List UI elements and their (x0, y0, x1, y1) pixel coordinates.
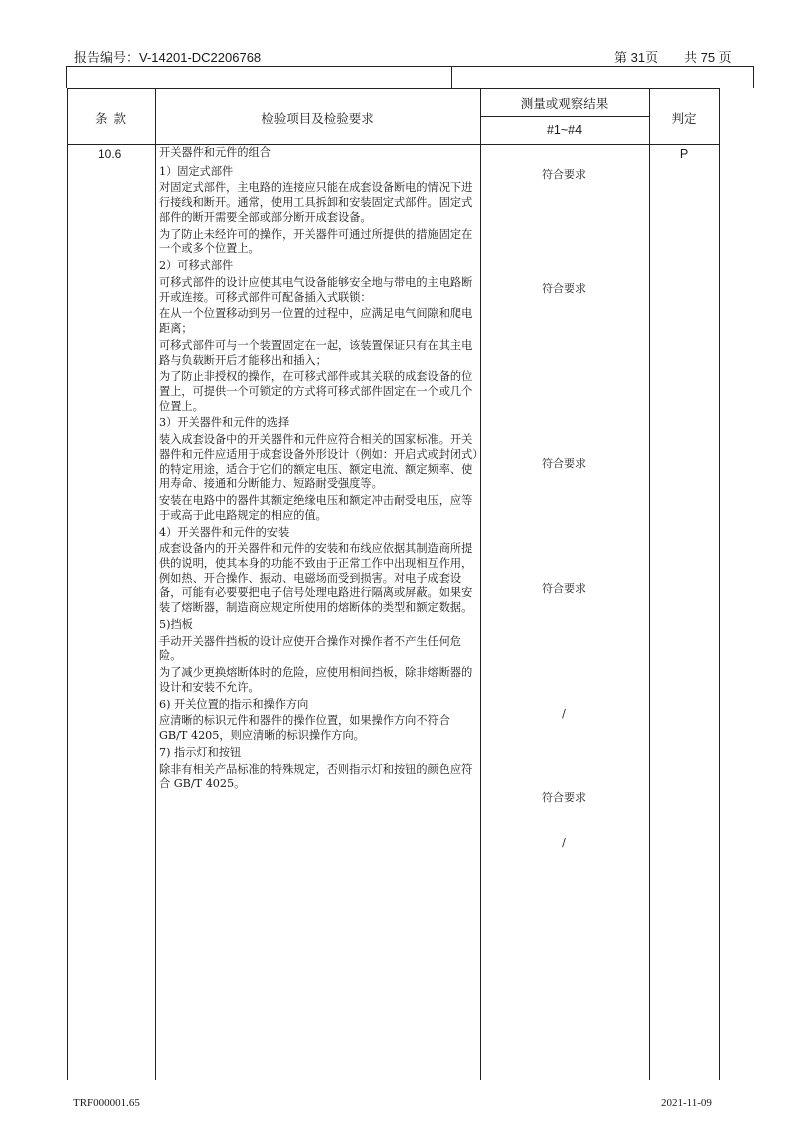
req-subheading: 1）固定式部件 (159, 164, 234, 178)
req-paragraph: 装入成套设备中的开关器件和元件应符合相关的国家标准。开关器件和元件应适用于成套设备外形设计（例如：开启式或封闭式）的特定用途，适合于它们的额定电压、额定电流、额定频率、使用寿命、接通和分断能力、短路耐受强度等。 (159, 433, 478, 491)
req-paragraph: 成套设备内的开关器件和元件的安装和布线应依据其制造商所提供的说明，使其本身的功能不致由于正常工作中出现相互作用，例如热、开合操作、振动、电磁场而受到损害。对电子成套设备，可能有必要要把电子信号处理电路进行隔离或屏蔽。如果安装了熔断器，制造商应规定所使用的熔断体的类型和额定数据。 (159, 542, 473, 614)
total-pages: 共 75 页 (684, 50, 732, 65)
page-number: 第 31页 (614, 50, 659, 65)
result-indicator-lights: / (562, 836, 566, 849)
clause-number: 10.6 (98, 147, 122, 161)
req-subheading: 5)挡板 (159, 617, 193, 631)
th-item: 检验项目及检验要求 (261, 111, 374, 126)
report-number-value: V-14201-DC2206768 (139, 50, 262, 65)
req-paragraph: 为了防止未经许可的操作，开关器件可通过所提供的措施固定在一个或多个位置上。 (159, 227, 473, 256)
form-date: 2021-11-09 (661, 1097, 712, 1109)
result-sub-divider (480, 116, 649, 117)
req-heading: 开关器件和元件的组合 (159, 146, 271, 159)
th-verdict: 判定 (671, 111, 697, 126)
col-border-4 (719, 88, 720, 1080)
header-tick-mid (451, 66, 452, 88)
req-paragraph: 安装在电路中的器件其额定绝缘电压和额定冲击耐受电压，应等于或高于此电路规定的相应的值。 (159, 494, 473, 522)
result-position-indication: 符合要求 (542, 791, 586, 804)
header-tick-right (753, 66, 754, 88)
req-paragraph: 可移式部件可与一个装置固定在一起，该装置保证只有在其主电路与负载断开后才能移出和插入； (159, 338, 473, 367)
table-header-bottom (67, 144, 719, 145)
result-barriers: / (562, 707, 566, 720)
req-subheading: 4）开关器件和元件的安装 (159, 525, 290, 539)
th-result: 测量或观察结果 (520, 96, 609, 111)
req-paragraph: 可移式部件的设计应使其电气设备能够安全地与带电的主电路断开或连接。可移式部件可配备插入式联锁： (159, 275, 473, 304)
req-paragraph: 除非有相关产品标准的特殊规定，否则指示灯和按钮的颜色应符合 GB/T 4025。 (159, 762, 473, 791)
req-paragraph: 对固定式部件，主电路的连接应只能在成套设备断电的情况下进行接线和断开。通常，使用工具拆卸和安装固定式部件。固定式部件的断开需要全部或部分断开成套设备。 (159, 181, 473, 224)
header-rule (66, 66, 754, 67)
report-number-label: 报告编号： (74, 50, 140, 65)
req-subheading: 7) 指示灯和按钮 (159, 745, 242, 759)
req-subheading: 2）可移式部件 (159, 259, 234, 273)
req-paragraph: 应清晰的标识元件和器件的操作位置，如果操作方向不符合 GB/T 4205，则应清晰的标识操作方向。 (159, 714, 450, 743)
result-fixed-parts: 符合要求 (542, 168, 586, 181)
form-id: TRF000001.65 (73, 1097, 140, 1109)
col-border-3 (649, 88, 650, 1080)
col-border-1 (155, 88, 156, 1080)
req-paragraph: 为了防止非授权的操作，在可移式部件或其关联的成套设备的位置上，可提供一个可锁定的方式将可移式部件固定在一个或几个位置上。 (159, 370, 473, 413)
table-top-border (67, 88, 719, 89)
req-subheading: 6) 开关位置的指示和操作方向 (159, 697, 309, 711)
req-paragraph: 为了减少更换熔断体时的危险，应使用相间挡板，除非熔断器的设计和安装不允许。 (159, 666, 473, 694)
requirement-text (159, 146, 479, 794)
col-border-0 (67, 88, 68, 1080)
req-paragraph: 手动开关器件挡板的设计应使开合操作对操作者不产生任何危险。 (159, 634, 462, 663)
result-selection: 符合要求 (542, 457, 586, 470)
header-tick-left (66, 66, 67, 88)
req-subheading: 3）开关器件和元件的选择 (159, 416, 290, 430)
req-paragraph: 在从一个位置移动到另一位置的过程中，应满足电气间隙和爬电距离； (159, 307, 473, 336)
result-removable-parts: 符合要求 (542, 282, 586, 295)
th-result-sub: #1~#4 (546, 123, 583, 137)
report-number (74, 47, 261, 66)
th-clause: 条 款 (95, 111, 127, 126)
result-installation: 符合要求 (542, 582, 586, 595)
verdict-value: P (679, 147, 689, 161)
